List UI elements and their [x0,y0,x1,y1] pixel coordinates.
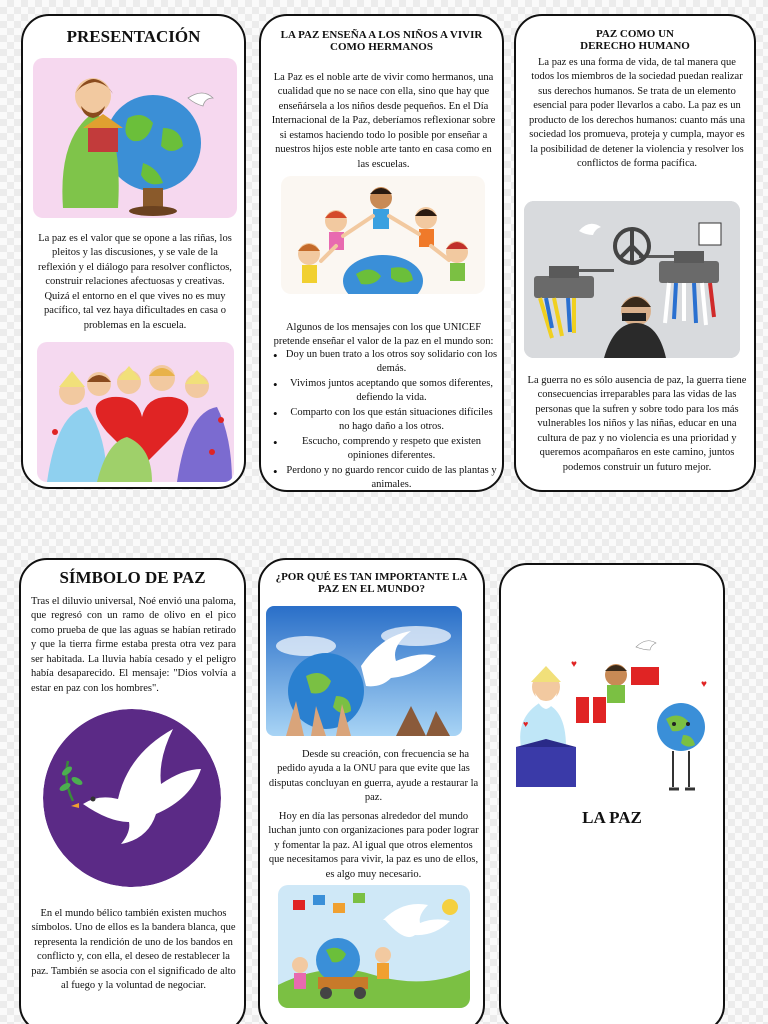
list-item: • Escucho, comprendo y respeto que existen opiniones diferentes. [271,435,498,464]
panel-text-2: En el mundo bélico también existen muchos símbolos. Uno de ellos es la bandera blanca, que representa la rendición de uno de los bandos en conflicto y, con ella, el deseo de restablecer la paz. También se asocia con el significado de alto al fuego y la voluntad de negociar. [31,908,236,992]
panel-title: SÍMBOLO DE PAZ [59,568,206,587]
panel-por-que-importante [258,558,485,1024]
list-item: • Perdono y no guardo rencor cuido de las plantas y animales. [271,464,498,492]
children-around-globe-illustration [281,176,485,294]
unicef-messages-list [271,348,498,492]
panel-text-2: La guerra no es sólo ausencia de paz, la guerra tiene consecuencias irreparables para las vidas de las personas que la sufren y sobre todo para los más vulnerables los niños y las niñas, educar en una cultura de paz y no violencia es una prioridad y queremos acompañaros en este camino, juntos podemos construir un futuro mejor. [527,375,747,473]
panel-presentacion [21,14,246,489]
tanks-peace-mural-photo [524,201,740,358]
cover-title: LA PAZ [582,808,642,827]
panel-text: La paz es el valor que se opone a las riñas, los pleitos y las discusiones, y se vale de la reflexión y el diálogo para resolver conflictos, construir relaciones afectuosas y creativas. Quizá el entorno en el que vives no es muy pacífico, tal vez haya dificultades en casa o problemas en la escuela. [38,233,232,331]
dove-symbol-illustration [43,709,221,887]
panel-text: La paz es una forma de vida, de tal manera que todos los miembros de la sociedad puedan realizar sus derechos humanos. Se trata de un elemento esencial para poder llevarlos a cabo. La paz es un producto de los derechos humanos: cuanto más una sociedad los promueva, proteja y cumpla, mayor es la posibilidad de detener la violencia y resolver los conflictos de forma pacífica. [528,57,746,170]
panel-text: Desde su creación, con frecuencia se ha pedido ayuda a la ONU para que evite que las disputas concluyan en guerra, ayude a restaurar la paz. [268,749,479,804]
list-item: • Vivimos juntos aceptando que somos diferentes, defiendo la vida. [271,377,498,406]
children-heart-illustration [37,342,234,482]
panel-title: PRESENTACIÓN [66,27,201,46]
hands-globe-dove-photo [266,606,462,736]
panel-ensena-a-vivir [259,14,504,492]
panel-derecho-humano [514,14,756,492]
panel-simbolo-de-paz [19,558,246,1024]
list-item: • Comparto con los que están situaciones difíciles no hago daño a los otros. [271,406,498,435]
svg-text:♥: ♥ [523,719,529,729]
unicef-intro: Algunos de los mensajes con los que UNICEF pretende enseñar el valor de la paz en el mundo son: [273,322,494,348]
jesus-globe-illustration [33,58,237,218]
list-item: • Doy un buen trato a los otros soy solidario con los demás. [271,348,498,377]
panel-portada [499,563,725,1024]
panel-title: PAZ COMO UN DERECHO HUMANO [580,28,690,53]
svg-text:♥: ♥ [571,659,577,670]
children-globe-cart-illustration [278,885,470,1008]
panel-text: Tras el diluvio universal, Noé envió una paloma, que regresó con un ramo de olivo en el pico como prueba de que las aguas se habían retirado y que la tierra firme estaba presta otra vez para ser habitada. La lluvia había cesado y el peligro había desaparecido. El mensaje: "Dios volvía a estar en paz con los hombres". [31,596,236,694]
jesus-child-gift-illustration [511,627,716,797]
panel-text-2: Hoy en día las personas alrededor del mundo luchan junto con organizaciones para poder lograr y fomentar la paz. Al igual que otros elementos que necesitamos para vivir, la paz es uno de ellos, es algo muy necesario. [268,811,479,880]
panel-title: ¿POR QUÉ ES TAN IMPORTANTE LA PAZ EN EL MUNDO? [275,571,468,596]
svg-text:♥: ♥ [701,679,707,690]
panel-title: LA PAZ ENSEÑA A LOS NIÑOS A VIVIR COMO HERMANOS [280,29,483,54]
panel-text: La Paz es el noble arte de vivir como hermanos, una cualidad que no se nace con ella, sino que hay que enseñársela a los niños desde pequeños. En el Día Internacional de la Paz, deberíamos reflexionar sobre si estamos haciendo todo lo posible por enseñar a nuestros hijos este noble arte tanto en casa como en las escuelas. [271,72,496,170]
